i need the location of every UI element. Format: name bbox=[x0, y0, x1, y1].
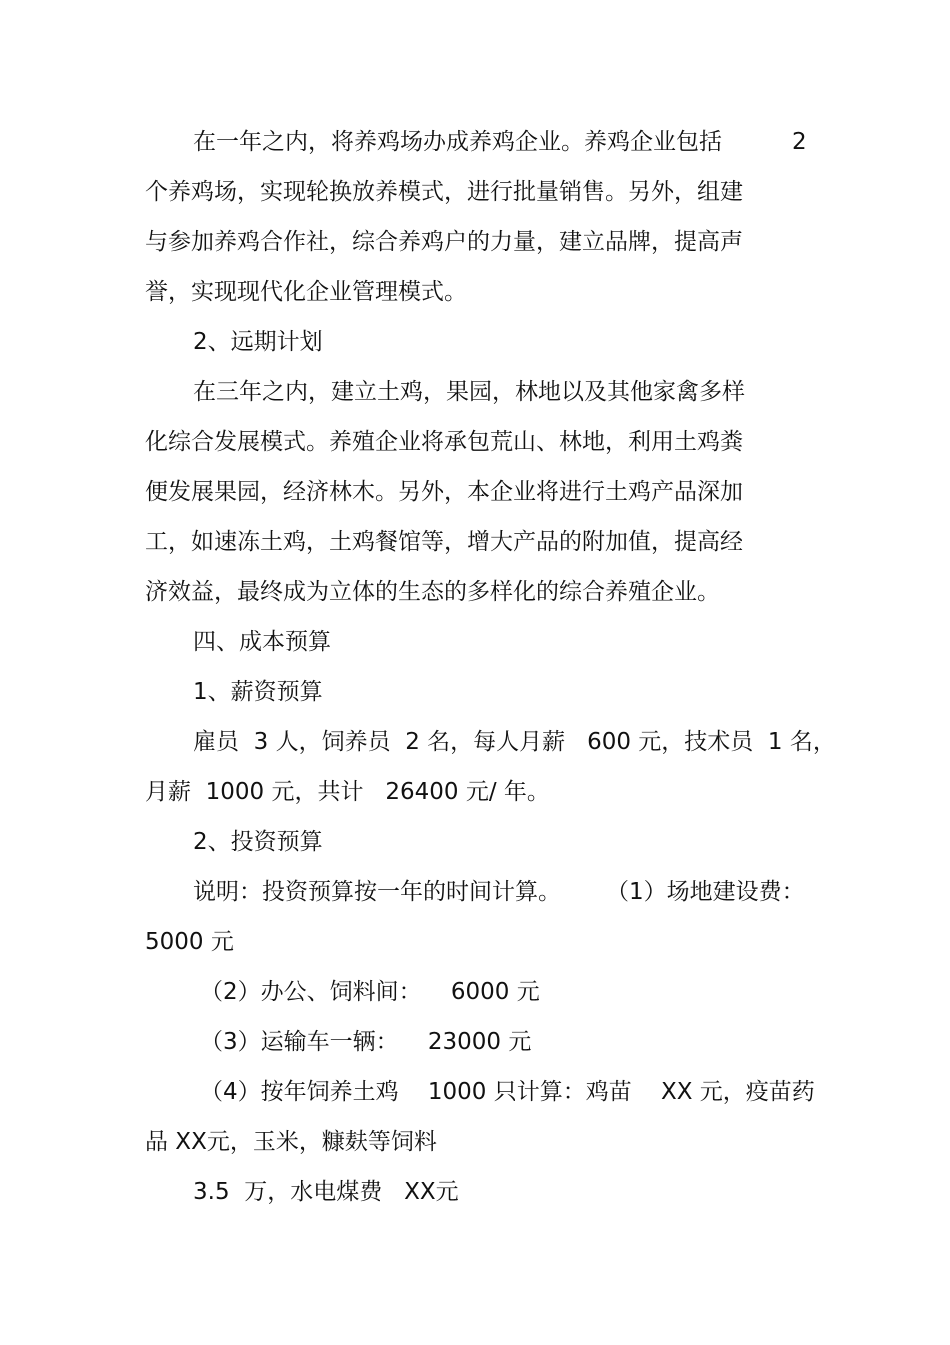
para-line: 工，如速冻土鸡，土鸡餐馆等，增大产品的附加值，提高经 bbox=[145, 529, 743, 555]
para-line: 济效益，最终成为立体的生态的多样化的综合养殖企业。 bbox=[145, 579, 720, 605]
list-item: （4）按年饲养土鸡 1000 只计算：鸡苗 XX 元，疫苗药 bbox=[200, 1079, 815, 1105]
para-line: 3.5 万，水电煤费 XX元 bbox=[193, 1179, 459, 1205]
section-heading: 四、成本预算 bbox=[193, 629, 331, 655]
para-line: 便发展果园，经济林木。另外，本企业将进行土鸡产品深加 bbox=[145, 479, 743, 505]
para-line: 与参加养鸡合作社，综合养鸡户的力量，建立品牌，提高声 bbox=[145, 229, 743, 255]
para-line: （1）场地建设费： bbox=[606, 879, 805, 905]
section-heading: 2、投资预算 bbox=[193, 829, 323, 855]
para-line: 月薪 1000 元，共计 26400 元/ 年。 bbox=[145, 779, 550, 805]
para-line: 个养鸡场，实现轮换放养模式，进行批量销售。另外，组建 bbox=[145, 179, 743, 205]
para-line: 在一年之内，将养鸡场办成养鸡企业。养鸡企业包括 bbox=[193, 129, 722, 155]
para-line: 5000 元 bbox=[145, 929, 234, 955]
para-line: 化综合发展模式。养殖企业将承包荒山、林地，利用土鸡粪 bbox=[145, 429, 743, 455]
para-line: 雇员 3 人，饲养员 2 名，每人月薪 600 元，技术员 1 名， bbox=[193, 729, 836, 755]
list-item: （3）运输车一辆： 23000 元 bbox=[200, 1029, 532, 1055]
para-line: 在三年之内，建立土鸡，果园，林地以及其他家禽多样 bbox=[193, 379, 745, 405]
para-line: 誉，实现现代化企业管理模式。 bbox=[145, 279, 467, 305]
para-line: 品 XX元，玉米，糠麸等饲料 bbox=[145, 1129, 437, 1155]
list-item: （2）办公、饲料间： 6000 元 bbox=[200, 979, 540, 1005]
section-heading: 1、薪资预算 bbox=[193, 679, 323, 705]
section-heading: 2、远期计划 bbox=[193, 329, 323, 355]
para-line: 2 bbox=[792, 129, 807, 155]
para-line: 说明：投资预算按一年的时间计算。 bbox=[193, 879, 561, 905]
